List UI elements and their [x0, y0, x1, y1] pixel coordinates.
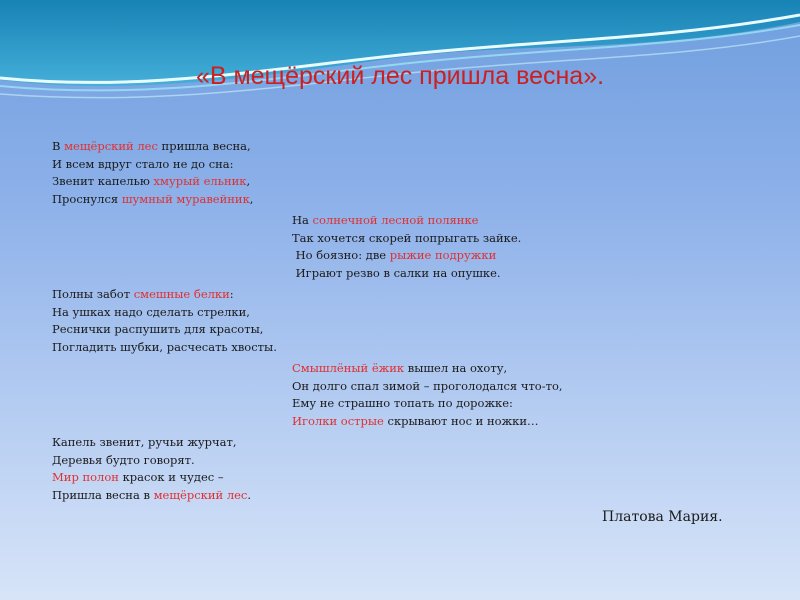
stanza-1	[52, 138, 253, 208]
poem-line: Проснулся шумный муравейник,	[52, 191, 254, 206]
poem-line: Погладить шубки, расчесать хвосты.	[52, 339, 277, 354]
stanza-3	[52, 286, 277, 356]
page-title: «В мещёрский лес пришла весна».	[195, 62, 605, 90]
poem-line: Капель звенит, ручьи журчат,	[52, 435, 237, 449]
poem-line: И всем вдруг стало не до сна:	[52, 156, 234, 171]
stanza-2	[292, 212, 521, 282]
poem-line: На ушках надо сделать стрелки,	[52, 304, 250, 319]
poem-line: Ему не страшно топать по дорожке:	[292, 396, 513, 411]
poem-line: Реснички распушить для красоты,	[52, 322, 264, 337]
poem-line: В мещёрский лес пришла весна,	[52, 139, 251, 153]
stanza-4	[292, 360, 563, 430]
poem-line: Полны забот смешные белки:	[52, 287, 234, 301]
poem-line: На солнечной лесной полянке	[292, 213, 479, 227]
poem-line: Но боязно: две рыжие подружки	[292, 248, 497, 263]
poem-line: Смышлёный ёжик вышел на охоту,	[292, 361, 508, 375]
poem-line: Иголки острые скрывают нос и ножки…	[292, 413, 539, 428]
stanza-5	[52, 434, 251, 504]
poem-line: Он долго спал зимой – проголодался что-то,	[292, 378, 563, 393]
author-name: Платова Мария.	[602, 509, 723, 525]
poem-line: Мир полон красок и чудес –	[52, 470, 224, 485]
poem-line: Деревья будто говорят.	[52, 452, 195, 467]
poem-line: Играют резво в салки на опушке.	[292, 265, 501, 280]
decorative-wave-header	[0, 0, 800, 110]
poem-line: Пришла весна в мещёрский лес.	[52, 487, 252, 502]
poem-line: Так хочется скорей попрыгать зайке.	[292, 230, 522, 245]
poem-line: Звенит капелью хмурый ельник,	[52, 174, 251, 189]
